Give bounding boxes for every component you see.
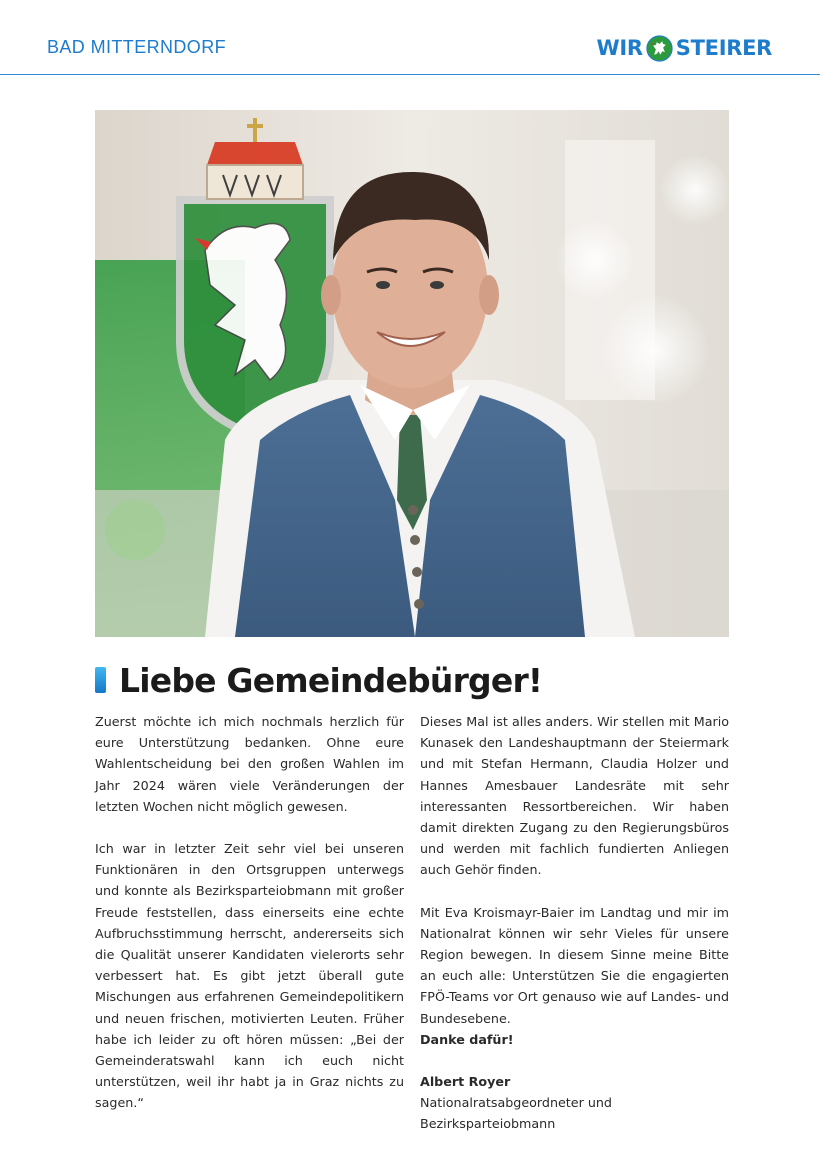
paragraph: Mit Eva Kroismayr-Baier im Landtag und mir im Nationalrat können wir sehr Vieles für unsere Region bewegen. In diesem Sinne meine Bitte an euch alle: Unterstützen Sie die engagierten FPÖ-Teams vor Ort genauso wie auf Landes- und Bundesebene. xyxy=(420,904,729,1026)
location-label: BAD MITTERNDORF xyxy=(47,37,226,57)
portrait-photo xyxy=(95,110,729,637)
article-column-left xyxy=(95,711,404,1114)
signature-name: Albert Royer xyxy=(420,1074,511,1090)
article-heading: Liebe Gemeindebürger! xyxy=(119,660,543,700)
page-header xyxy=(0,0,820,75)
paragraph: Ich war in letzter Zeit sehr viel bei unseren Funktionären in den Ortsgruppen unterwegs und konnte als Bezirksparteiobmann mit großer Freude feststellen, dass einerseits eine echte Aufbruchsstimmung herrscht, andererseits sich die Qualität unserer Kandidaten vielerorts sehr verbessert hat. Es gibt jetzt überall gute Mischungen aus erfahrenen Gemeindepolitikern und neuen frischen, motivierten Leuten. Früher habe ich leider zu oft hören müssen: „Bei der Gemeinderatswahl kann ich euch nicht unterstützen, weil ihr habt ja in Graz nichts zu sagen.“ xyxy=(95,841,404,1111)
signature-title: Bezirksparteiobmann xyxy=(420,1116,556,1132)
article-heading-row xyxy=(95,660,542,700)
logo-text-right: STEIRER xyxy=(675,36,772,60)
signature-title: Nationalratsabgeordneter und xyxy=(420,1095,612,1111)
wir-steirer-logo xyxy=(597,33,772,63)
portrait-illustration xyxy=(95,110,729,637)
styrian-panther-emblem-icon xyxy=(646,35,673,62)
heading-accent-bar xyxy=(95,667,106,693)
article-column-right xyxy=(420,711,729,1135)
closing-line: Danke dafür! xyxy=(420,1031,514,1047)
paragraph: Zuerst möchte ich mich nochmals herzlich für eure Unterstützung bedanken. Ohne eure Wahlentscheidung bei den großen Wahlen im Jahr 2024 wären viele Veränderungen der letzten Wochen nicht möglich gewesen. xyxy=(95,714,404,814)
logo-text-left: WIR xyxy=(596,36,643,60)
paragraph: Dieses Mal ist alles anders. Wir stellen mit Mario Kunasek den Landeshauptmann der Steiermark und mit Stefan Hermann, Claudia Holzer und Hannes Amesbauer Landesräte mit sehr interessanten Ressortbereichen. Wir haben damit direkten Zugang zu den Regierungsbüros und werden mit fachlich fundierten Anliegen auch Gehör finden. xyxy=(420,714,729,878)
